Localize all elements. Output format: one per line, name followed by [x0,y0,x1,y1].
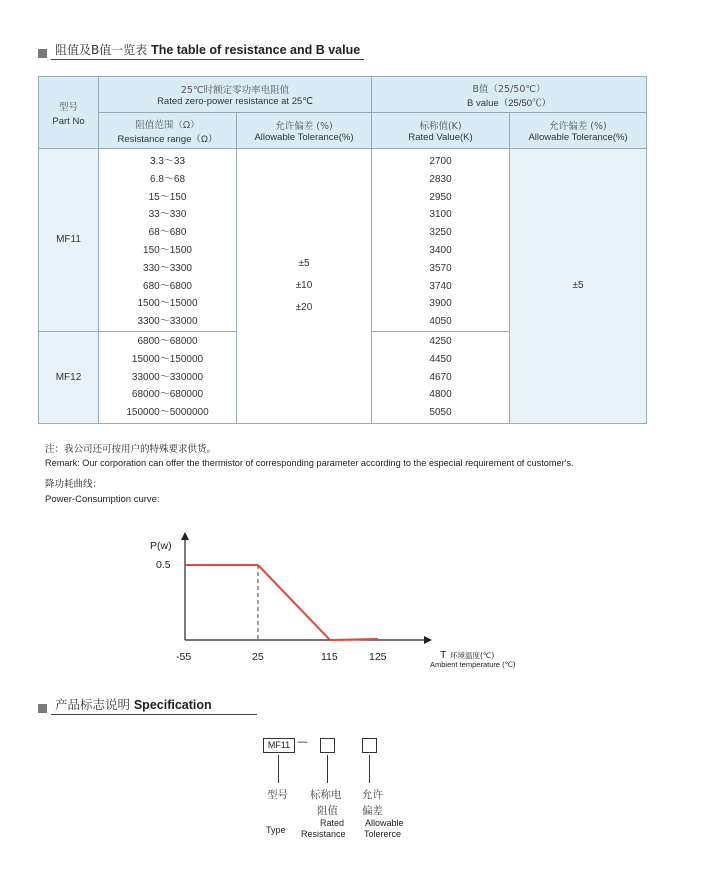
section-title: 阻值及B值一览表 The table of resistance and B value [51,41,364,60]
b-rated-value: 3400 [429,244,452,256]
rated-value-header: 标称值(K) Rated Value(K) [372,113,510,149]
x-axis-label-cn: 环境温度(℃) [450,651,495,660]
b-tolerance-cell: ±5 [510,149,647,424]
b-rated-value: 3900 [429,298,452,310]
resistance-table [38,76,647,424]
resistance-range-value: 150～1500 [143,244,192,256]
tolerance-value: ±20 [295,301,313,313]
b-rated-value: 4670 [429,371,452,383]
curve-segment [330,639,378,640]
rated-resistance-group-header: 25℃时额定零功率电阻值 Rated zero-power resistance at 25℃ [99,77,372,113]
spec-tolerance-line [369,755,370,783]
b-rated-value: 3250 [429,227,452,239]
x-tick-label: 25 [252,651,264,663]
x-axis-symbol: T [440,649,447,661]
curve-segment [258,565,330,640]
x-axis-arrow-icon [424,636,432,644]
resistance-range-value: 15～150 [148,191,187,203]
resistance-range-header: 阻值范围（Ω） Resistance range（Ω） [99,113,237,149]
mf12-b-cell [372,331,510,423]
spec-type-en: Type [266,825,286,835]
resistance-range-value: 68000～680000 [131,389,204,401]
spec-allow-cn-1: 允许 [362,789,383,801]
b-rated-value: 4250 [429,335,452,347]
x-tick-label: 115 [321,651,338,663]
allowable-tolerance-header: 允许偏差 (%) Allowable Tolerance(%) [237,113,372,149]
part-no-mf11: MF11 [39,149,99,332]
resistance-range-value: 680～6800 [143,280,192,292]
remark-en: Remark: Our corporation can offer the thermistor of corresponding parameter according to the especial requirement of customer's. [45,458,574,468]
bullet-square-icon [38,704,47,713]
resistance-range-value: 150000～5000000 [126,407,209,419]
section-title: 产品标志说明 Specification [51,695,257,715]
x-axis-label-en: Ambient temperature (℃) [430,660,516,669]
resistance-range-value: 33～330 [148,209,187,221]
b-rated-value: 3100 [429,209,452,221]
resistance-range-value: 330～3300 [143,262,192,274]
spec-rated-cn-2: 阻值 [317,805,338,817]
spec-rated-en-1: Rated [320,818,345,828]
spec-allow-en-1: Allowable [365,818,404,828]
spec-tolerance-box [362,738,377,753]
tolerance-cell [237,149,372,424]
resistance-range-value: 33000～330000 [131,371,204,383]
y-tick-label: 0.5 [156,559,171,571]
spec-allow-en-2: Tolererce [364,829,402,839]
resistance-range-value: 68～680 [148,227,187,239]
part-no-header: 型号 Part No [39,77,99,149]
power-curve-chart [140,530,560,675]
y-axis-arrow-icon [181,532,189,540]
b-rated-value: 2700 [429,156,452,167]
curve-title-en: Power-Consumption curve: [45,494,160,505]
spec-rated-cn-1: 标称电 [310,789,342,801]
b-rated-value: 2950 [429,191,452,203]
b-rated-value: 4050 [429,316,452,328]
spec-allow-cn-2: 偏差 [362,805,383,817]
b-rated-value: 2830 [429,173,452,185]
spec-rated-box [320,738,335,753]
resistance-range-value: 3300～33000 [137,316,198,328]
part-no-mf12: MF12 [39,331,99,423]
y-axis-label: P(w) [150,540,172,552]
b-rated-value: 4450 [429,353,452,365]
resistance-range-value: 6.8～68 [149,173,186,185]
mf11-b-cell [372,149,510,332]
mf12-range-cell [99,331,237,423]
b-rated-value: 3740 [429,280,452,292]
curve-title-cn: 降功耗曲线： [45,479,103,490]
spec-code-box: MF11 [263,738,295,753]
resistance-range-value: 3.3～33 [149,156,186,167]
bullet-square-icon [38,49,47,58]
resistance-range-value: 6800～68000 [137,335,198,347]
b-value-group-header: B值（25/50℃） B value（25/50℃） [372,77,647,113]
mf11-range-cell [99,149,237,332]
spec-type-line [278,755,279,783]
resistance-range-value: 15000～150000 [131,353,204,365]
resistance-range-value: 1500～15000 [137,298,198,310]
section-heading-spec [38,695,257,715]
remark-cn: 注：我公司还可按用户的特殊要求供货。 [45,444,217,455]
x-tick-label: -55 [176,651,192,663]
spec-rated-en-2: Resistance [301,829,346,839]
spec-rated-line [327,755,328,783]
tolerance-value: ±10 [295,279,313,291]
tolerance-value: ±5 [298,257,310,269]
b-tolerance-header: 允许偏差 (%) Allowable Tolerance(%) [510,113,647,149]
spec-dash: — [297,735,308,748]
b-rated-value: 4800 [429,389,452,401]
b-rated-value: 5050 [429,407,452,419]
b-rated-value: 3570 [429,262,452,274]
spec-type-cn: 型号 [267,789,288,801]
x-tick-label: 125 [369,651,387,663]
section-heading-table [38,41,364,60]
